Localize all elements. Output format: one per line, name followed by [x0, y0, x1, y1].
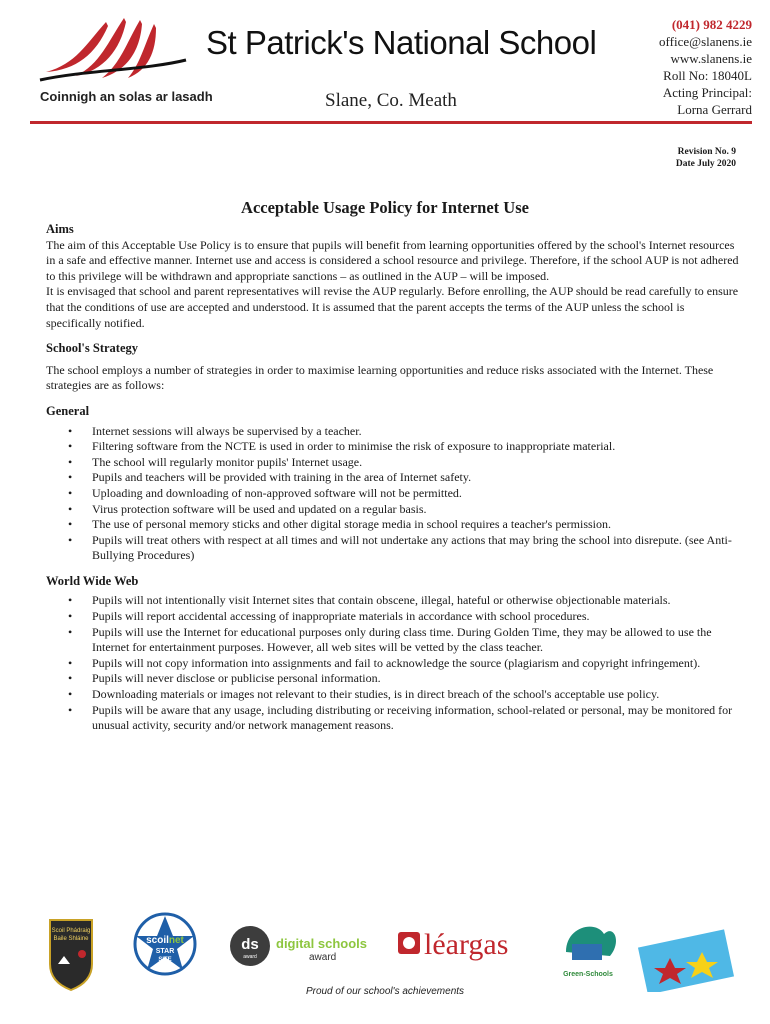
- svg-text:scoilnet: [146, 935, 184, 946]
- activity-flag-icon: [638, 929, 734, 992]
- list-item: • Pupils will not copy information into assignments and fail to acknowledge the source (plagiarism and copyright infringement).: [92, 656, 740, 672]
- list-item: • Filtering software from the NCTE is used in order to minimise the risk of exposure to inappropriate material.: [92, 439, 740, 455]
- principal-name: Lorna Gerrard: [677, 102, 752, 117]
- list-item: • The use of personal memory sticks and other digital storage media in school requires a teacher's permission.: [92, 517, 740, 533]
- principal-label: Acting Principal:: [662, 85, 752, 100]
- roll-number: Roll No: 18040L: [663, 68, 752, 83]
- scoilnet-site: SITE: [158, 957, 172, 963]
- green-schools-text: Green-Schools: [563, 971, 613, 978]
- revision-date: Date July 2020: [675, 159, 736, 169]
- ds-mark: ds: [241, 936, 259, 953]
- scoilnet-star: STAR: [155, 948, 175, 955]
- list-item: • Pupils will not intentionally visit Internet sites that contain obscene, illegal, hateful or otherwise objectionable materials.: [92, 593, 740, 609]
- list-item: • Pupils will be aware that any usage, including distributing or receiving information, school-related or personal, may be monitored for unusual activity, security and/or network management reasons.: [92, 703, 740, 734]
- aims-paragraph-1: The aim of this Acceptable Use Policy is to ensure that pupils will benefit from learning opportunities offered by the school's Internet resources in a safe and effective manner. Internet use and access is considered a school resource and privilege. Therefore, if the school AUP is not adhered to this privilege will be withdrawn and appropriate sanctions – as outlined in the AUP – will be imposed.: [46, 237, 739, 283]
- strategy-paragraph: The school employs a number of strategies in order to maximise learning opportunities and reduce risks associated with the Internet. These strategies are as follows:: [46, 362, 714, 393]
- general-heading: General: [46, 403, 90, 418]
- aims-paragraph-2: It is envisaged that school and parent representatives will revise the AUP regularly. Before enrolling, the AUP should be read carefully to ensure that the conditions of use are accepted and understood. It is assumed that the parent accepts the terms of the AUP unless the school is specifically notified.: [46, 284, 739, 330]
- general-list: [46, 424, 740, 564]
- list-item: • Downloading materials or images not relevant to their studies, is in direct breach of the school's acceptable use policy.: [92, 687, 740, 703]
- header-divider: [30, 121, 752, 124]
- list-item: • Pupils will treat others with respect at all times and will not undertake any actions that may bring the school into disrepute. (see Anti-Bullying Procedures): [92, 533, 740, 564]
- crest-text-2: Baile Shláine: [53, 936, 89, 942]
- website-link[interactable]: www.slanens.ie: [670, 51, 752, 66]
- leargas-text: léargas: [424, 928, 509, 961]
- school-location: Slane, Co. Meath: [325, 90, 457, 111]
- scoilnet-star-site-logo: [135, 914, 195, 974]
- green-schools-logo: [563, 927, 616, 978]
- list-item: • Internet sessions will always be supervised by a teacher.: [92, 424, 740, 440]
- strategy-heading: School's Strategy: [46, 341, 139, 356]
- crest-text-1: Scoil Phádraig: [51, 928, 91, 934]
- school-name: St Patrick's National School: [206, 24, 597, 61]
- list-item: • Pupils will never disclose or publicise personal information.: [92, 671, 740, 687]
- revision-number: Revision No. 9: [677, 147, 736, 157]
- school-crest-icon: [50, 920, 92, 990]
- document-title: Acceptable Usage Policy for Internet Use: [241, 198, 529, 217]
- award-logos: [30, 912, 750, 992]
- scoilnet-word-2: net: [168, 935, 184, 946]
- school-logo: [36, 14, 196, 86]
- phone-number[interactable]: (041) 982 4229: [671, 17, 752, 32]
- www-heading: World Wide Web: [46, 573, 139, 588]
- document-body: [46, 222, 740, 734]
- leargas-logo: [398, 928, 508, 961]
- email-address[interactable]: office@slanens.ie: [659, 34, 752, 49]
- revision-info: [676, 146, 736, 170]
- footer-caption: Proud of our school's achievements: [305, 986, 465, 997]
- list-item: • Pupils and teachers will be provided with training in the area of Internet safety.: [92, 470, 740, 486]
- list-item: • Virus protection software will be used and updated on a regular basis.: [92, 502, 740, 518]
- list-item: • The school will regularly monitor pupils' Internet usage.: [92, 455, 740, 471]
- digital-schools-award: award: [309, 952, 337, 963]
- aims-heading: Aims: [46, 222, 74, 236]
- scoilnet-word-1: scoil: [146, 935, 169, 946]
- digital-schools-logo: [230, 926, 367, 966]
- digital-schools-name: digital schools: [276, 936, 368, 951]
- school-motto: Coinnigh an solas ar lasadh: [40, 89, 213, 104]
- ds-award-small: award: [243, 954, 257, 960]
- list-item: • Pupils will use the Internet for educational purposes only during class time. During Golden Time, they may be allowed to use the Internet for entertainment purposes. However, all web sites will be vetted by the class teacher.: [92, 625, 740, 656]
- list-item: • Uploading and downloading of non-approved software will not be permitted.: [92, 486, 740, 502]
- www-list: [46, 593, 740, 733]
- list-item: • Pupils will report accidental accessing of inappropriate materials in accordance with school procedures.: [92, 609, 740, 625]
- contact-block: [659, 16, 752, 118]
- flame-logo-icon: [36, 14, 196, 86]
